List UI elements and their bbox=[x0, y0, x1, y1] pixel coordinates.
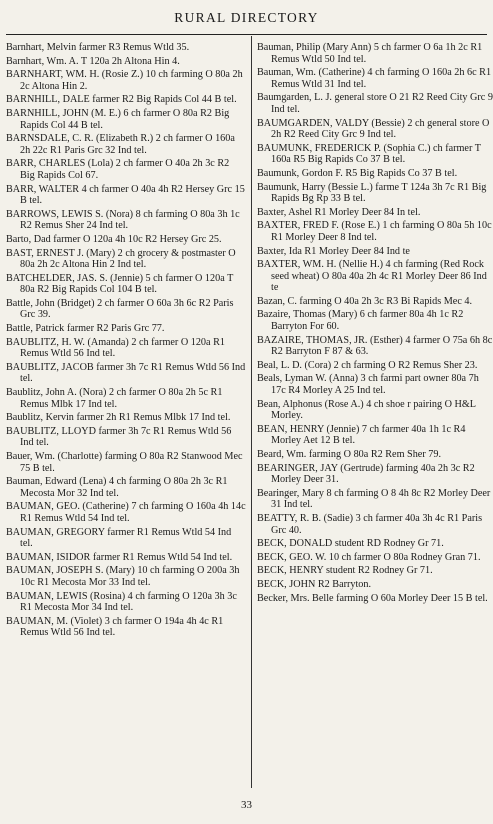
directory-entry: BECK, JOHN R2 Barryton. bbox=[257, 578, 372, 590]
directory-entry: Baumunk, Gordon F. R5 Big Rapids Co 37 B tel. bbox=[257, 167, 458, 179]
directory-entry: BAUMGARDEN, VALDY (Bessie) 2 ch general store O 2h R2 Reed City Grc 9 Ind tel. bbox=[257, 117, 490, 141]
directory-entry: Bauman, Philip (Mary Ann) 5 ch farmer O 6a 1h 2c R1 Remus Wtld 50 Ind tel. bbox=[257, 42, 483, 65]
directory-entry: Beal, L. D. (Cora) 2 ch farming O R2 Remus Sher 23. bbox=[257, 359, 478, 371]
directory-entry: BECK, GEO. W. 10 ch farmer O 80a Rodney Gran 71. bbox=[257, 551, 481, 563]
directory-entry: Bauman, Edward (Lena) 4 ch farming O 80a 2h 3c R1 Mecosta Mor 32 Ind tel. bbox=[6, 476, 228, 499]
directory-entry: BARNHILL, DALE farmer R2 Big Rapids Col 44 B tel. bbox=[6, 94, 237, 106]
directory-entry: Barnhart, Melvin farmer R3 Remus Wtld 35. bbox=[6, 42, 190, 53]
directory-entry: BAUMAN, GEO. (Catherine) 7 ch farming O 160a 4h 14c R1 Remus Wtld 54 Ind tel. bbox=[6, 501, 246, 524]
directory-entry: BAUBLITZ, H. W. (Amanda) 2 ch farmer O 120a R1 Remus Wtld 56 Ind tel. bbox=[6, 336, 225, 360]
directory-entry: BECK, HENRY student R2 Rodney Gr 71. bbox=[257, 565, 433, 577]
directory-entry: BAUBLITZ, JACOB farmer 3h 7c R1 Remus Wtld 56 Ind tel. bbox=[6, 361, 246, 385]
directory-entry: BARR, WALTER 4 ch farmer O 40a 4h R2 Hersey Grc 15 B tel. bbox=[6, 183, 245, 207]
directory-entry: Baumunk, Harry (Bessie L.) farme T 124a 3h 7c R1 Big Rapids Bg Rp 33 B tel. bbox=[257, 181, 487, 205]
left-column bbox=[6, 42, 246, 784]
directory-entry: BAZAIRE, THOMAS, JR. (Esther) 4 farmer O 75a 6h 8c R2 Barryton F 87 & 63. bbox=[257, 334, 493, 358]
directory-entry: BAUMAN, M. (Violet) 3 ch farmer O 194a 4h 4c R1 Remus Wtld 56 Ind tel. bbox=[6, 615, 224, 639]
directory-entry: BAST, ERNEST J. (Mary) 2 ch grocery & postmaster O 80a 2h 2c Altona Hin 2 Ind tel. bbox=[6, 247, 236, 271]
directory-entry: Becker, Mrs. Belle farming O 60a Morley Deer 15 B tel. bbox=[257, 592, 488, 604]
directory-entry: BAXTER, FRED F. (Rose E.) 1 ch farming O 80a 5h 10c R1 Morley Deer 8 Ind tel. bbox=[257, 220, 492, 243]
directory-entry: BARNHART, WM. H. (Rosie Z.) 10 ch farming O 80a 2h 2c Altona Hin 2. bbox=[6, 69, 243, 92]
directory-entry: BARNSDALE, C. R. (Elizabeth R.) 2 ch farmer O 160a 2h 22c R1 Paris Grc 32 Ind tel. bbox=[6, 133, 235, 156]
directory-entry: Beard, Wm. farming O 80a R2 Rem Sher 79. bbox=[257, 449, 442, 460]
directory-entry: BAUMUNK, FREDERICK P. (Sophia C.) ch farmer T 160a R5 Big Rapids Co 37 B tel. bbox=[257, 142, 481, 166]
directory-entry: Battle, Patrick farmer R2 Paris Grc 77. bbox=[6, 323, 165, 335]
header-rule bbox=[6, 34, 487, 35]
column-divider bbox=[251, 36, 252, 788]
directory-entry: Bauer, Wm. (Charlotte) farming O 80a R2 Stanwood Mec 75 B tel. bbox=[6, 451, 243, 474]
page-header: RURAL DIRECTORY bbox=[174, 10, 319, 25]
directory-entry: Bazan, C. farming O 40a 2h 3c R3 Bi Rapids Mec 4. bbox=[257, 295, 473, 307]
directory-entry: Barnhart, Wm. A. T 120a 2h Altona Hin 4. bbox=[6, 55, 180, 67]
directory-entry: BEATTY, R. B. (Sadie) 3 ch farmer 40a 3h 4c R1 Paris Grc 40. bbox=[257, 512, 483, 536]
directory-entry: BAUBLITZ, LLOYD farmer 3h 7c R1 Remus Wtld 56 Ind tel. bbox=[6, 425, 232, 449]
directory-entry: Beals, Lyman W. (Anna) 3 ch farmi part owner 80a 7h 17c R4 Morley A 25 Ind tel. bbox=[257, 373, 479, 397]
directory-entry: Barto, Dad farmer O 120a 4h 10c R2 Hersey Grc 25. bbox=[6, 233, 222, 245]
directory-entry: BAUMAN, ISIDOR farmer R1 Remus Wtld 54 Ind tel. bbox=[6, 551, 233, 563]
right-column bbox=[257, 42, 493, 784]
directory-entry: BECK, DONALD student RD Rodney Gr 71. bbox=[257, 538, 444, 550]
directory-entry: Bean, Alphonus (Rose A.) 4 ch shoe r pairing O H&L Morley. bbox=[257, 398, 476, 422]
directory-entry: Baublitz, John A. (Nora) 2 ch farmer O 80a 2h 5c R1 Remus Mlbk 17 Ind tel. bbox=[6, 387, 223, 410]
directory-entry: BAUMAN, GREGORY farmer R1 Remus Wtld 54 Ind tel. bbox=[6, 526, 232, 550]
page-number: 33 bbox=[241, 799, 252, 811]
directory-entry: Baumgarden, L. J. general store O 21 R2 Reed City Grc 9 Ind tel. bbox=[257, 92, 493, 115]
directory-entry: Bearinger, Mary 8 ch farming O 8 4h 8c R2 Morley Deer 31 Ind tel. bbox=[257, 487, 491, 511]
directory-entry: BAXTER, WM. H. (Nellie H.) 4 ch farming (Red Rock seed wheat) O 80a 40a 2h 4c R1 Morley Deer 86 Ind te bbox=[257, 259, 487, 294]
directory-entry: BEARINGER, JAY (Gertrude) farming 40a 2h 3c R2 Morley Deer 31. bbox=[257, 462, 475, 486]
directory-entry: BARR, CHARLES (Lola) 2 ch farmer O 40a 2h 3c R2 Big Rapids Col 67. bbox=[6, 158, 230, 181]
directory-entry: BEAN, HENRY (Jennie) 7 ch farmer 40a 1h 1c R4 Morley Aet 12 B tel. bbox=[257, 423, 466, 447]
directory-entry: BARNHILL, JOHN (M. E.) 6 ch farmer O 80a R2 Big Rapids Col 44 B tel. bbox=[6, 107, 230, 131]
directory-entry: Bazaire, Thomas (Mary) 6 ch farmer 80a 4h 1c R2 Barryton For 60. bbox=[257, 309, 464, 333]
directory-entry: BARROWS, LEWIS S. (Nora) 8 ch farming O 80a 3h 1c R2 Remus Sher 24 Ind tel. bbox=[6, 208, 240, 232]
directory-entry: Bauman, Wm. (Catherine) 4 ch farming O 160a 2h 6c R1 Remus Wtld 31 Ind tel. bbox=[257, 67, 492, 90]
directory-entry: Baublitz, Kervin farmer 2h R1 Remus Mlbk 17 Ind tel. bbox=[6, 412, 231, 424]
directory-entry: Baxter, Ashel R1 Morley Deer 84 In tel. bbox=[257, 206, 421, 218]
directory-entry: Baxter, Ida R1 Morley Deer 84 Ind te bbox=[257, 245, 410, 257]
directory-entry: BAUMAN, LEWIS (Rosina) 4 ch farming O 120a 3h 3c R1 Mecosta Mor 34 Ind tel. bbox=[6, 590, 237, 614]
directory-entry: BATCHELDER, JAS. S. (Jennie) 5 ch farmer O 120a T 80a R2 Big Rapids Col 104 B tel. bbox=[6, 272, 234, 296]
directory-entry: BAUMAN, JOSEPH S. (Mary) 10 ch farming O 200a 3h 10c R1 Mecosta Mor 33 Ind tel. bbox=[6, 565, 240, 588]
directory-entry: Battle, John (Bridget) 2 ch farmer O 60a 3h 6c R2 Paris Grc 39. bbox=[6, 297, 234, 321]
